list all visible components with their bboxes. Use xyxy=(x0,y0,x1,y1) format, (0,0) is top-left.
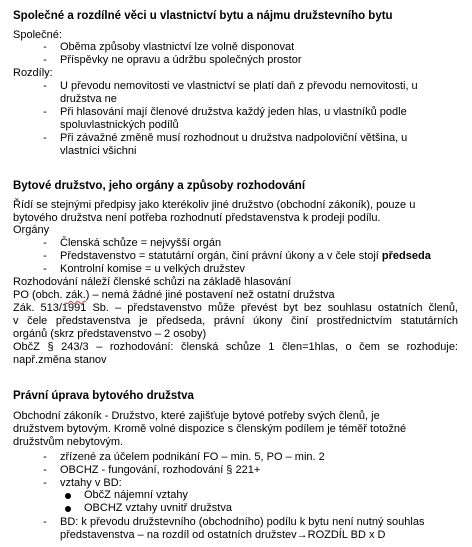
sub-list-item: OBCHZ vztahy uvnitř družstva xyxy=(84,502,232,514)
list-item-cont: představenstva – na rozdíl od ostatních družstev→ROZDÍL BD x D xyxy=(60,529,386,541)
list-item: Kontrolní komise = u velkých družstev xyxy=(60,263,245,275)
dash-bullet: - xyxy=(43,250,47,262)
dash-bullet: - xyxy=(43,451,47,463)
dash-bullet: - xyxy=(43,54,47,66)
paragraph-line: družstvům nebytovým. xyxy=(13,436,124,448)
dash-bullet: - xyxy=(43,464,47,476)
paragraph-line: ObčZ § 243/3 – rozhodování: členská schůze 1 člen=1hlas, o čem se rozhoduje: xyxy=(13,341,458,353)
rozdily-label: Rozdíly: xyxy=(13,67,53,79)
spolecne-label: Společné: xyxy=(13,29,62,41)
dash-bullet: - xyxy=(43,237,47,249)
paragraph-line: orgánů (skrz představenstvo – 2 osoby) xyxy=(13,328,207,340)
list-item-text: Představenstvo = statutární orgán, činí právní úkony a v čele stojí xyxy=(60,250,382,262)
paragraph-line: bytového družstva není potřeba rozhodnutí představenstva k prodeji podílu. xyxy=(13,212,381,224)
dash-bullet: - xyxy=(43,516,47,528)
paragraph-line: např.změna stanov xyxy=(13,354,107,366)
section-3-heading: Právní úprava bytového družstva xyxy=(13,390,194,402)
paragraph-line: v čele představenstva je předseda, právní úkony činí prostřednictvím statutárních xyxy=(13,315,458,327)
paragraph-line: Řídí se stejnými předpisy jako kterékoliv jiné družstvo (obchodní zákoník), pouze u xyxy=(13,199,416,211)
section-1-heading: Společné a rozdílné věci u vlastnictví bytu a nájmu družstevního bytu xyxy=(13,10,393,22)
list-item: Při hlasování mají členové družstva každý jeden hlas, u vlastníků podle xyxy=(60,106,407,118)
paragraph-line xyxy=(13,289,335,302)
list-item: vztahy v BD: xyxy=(60,477,122,489)
list-item-cont: spoluvlastnických podílů xyxy=(60,119,179,131)
sub-list-item: ObčZ nájemní vztahy xyxy=(84,489,188,501)
predseda-bold: předseda xyxy=(381,250,431,262)
list-item: Při závažné změně musí rozhodnout u družstva nadpoloviční většina, u xyxy=(60,132,408,144)
list-item-cont: družstva ne xyxy=(60,93,117,105)
list-item: U převodu nemovitosti ve vlastnictví se platí daň z převodu nemovitosti, u xyxy=(60,80,418,92)
spellcheck-word: zák. xyxy=(65,289,86,301)
text-span: ) – nemá žádné jiné postavení než ostatní družstva xyxy=(85,289,335,301)
list-item: zřízené za účelem podnikání FO – min. 5, PO – min. 2 xyxy=(60,451,325,463)
list-item-cont: vlastníci všichni xyxy=(60,145,137,157)
list-item: BD: k převodu družstevního (obchodního) podílu k bytu není nutný souhlas xyxy=(60,516,425,528)
dash-bullet: - xyxy=(43,477,47,489)
list-item: OBCHZ - fungování, rozhodování § 221+ xyxy=(60,464,261,476)
dash-bullet: - xyxy=(43,132,47,144)
paragraph-line: Obchodní zákoník - Družstvo, které zajišťuje bytové potřeby svých členů, je xyxy=(13,410,380,422)
list-item: Příspěvky ne opravu a údržbu společných prostor xyxy=(60,54,302,66)
section-2-heading: Bytové družstvo, jeho orgány a způsoby rozhodování xyxy=(13,180,306,192)
bullet-dot xyxy=(65,493,71,499)
paragraph-line: Zák. 513/1991 Sb. – představenstvo může převést byt bez souhlasu ostatních členů, xyxy=(13,302,458,314)
text-span: PO (obch. xyxy=(13,289,66,301)
dash-bullet: - xyxy=(43,41,47,53)
list-item: Oběma způsoby vlastnictví lze volně disponovat xyxy=(60,41,295,53)
dash-bullet: - xyxy=(43,106,47,118)
dash-bullet: - xyxy=(43,80,47,92)
paragraph-line: družstvem bytovým. Kromě volné dispozice s členským podílem je téměř totožné xyxy=(13,423,407,435)
list-item: Členská schůze = nejvyšší orgán xyxy=(60,237,222,249)
paragraph-line: Rozhodování náleží členské schůzi na základě hlasování xyxy=(13,276,292,288)
organy-label: Orgány xyxy=(13,224,50,236)
dash-bullet: - xyxy=(43,263,47,275)
list-item xyxy=(60,250,431,263)
bullet-dot xyxy=(65,506,71,512)
